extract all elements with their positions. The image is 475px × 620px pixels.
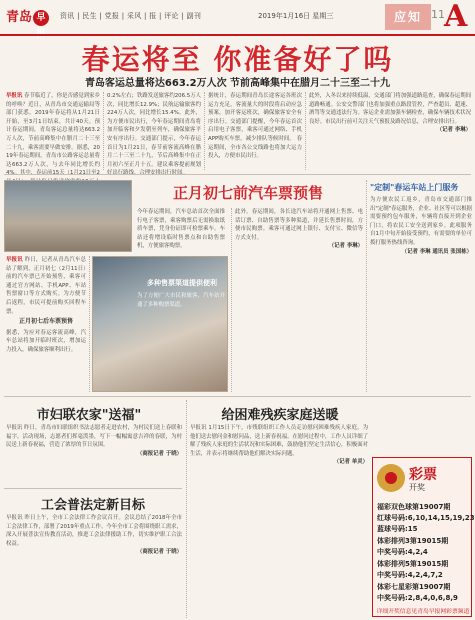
lottery-title: 彩票 bbox=[409, 467, 437, 483]
section-label: 应知 bbox=[385, 4, 431, 30]
masthead bbox=[0, 0, 475, 34]
section-rule bbox=[4, 488, 182, 489]
column-divider bbox=[366, 180, 367, 392]
column-divider bbox=[89, 256, 90, 392]
lottery-row: 体彩七星彩第19007期 bbox=[377, 583, 451, 591]
lottery-row: 福彩双色球第19007期 bbox=[377, 503, 451, 511]
women-federation-body: 早报讯 昨日，青岛市妇联组织书法志愿者走进农村，为村民们送上春联和福字。活动现场，志愿者们挥毫泼墨，写下一幅幅寓意吉祥的春联，为村民送上新春祝福，营造了浓厚的节日氛围。 bbox=[6, 425, 182, 449]
section-letter: A bbox=[444, 0, 468, 34]
lottery-subtitle: 开奖 bbox=[409, 483, 425, 492]
lottery-row: 蓝球号码:15 bbox=[377, 525, 418, 533]
side-column bbox=[370, 196, 472, 392]
lead-headline: 春运将至 你准备好了吗 bbox=[81, 43, 394, 76]
lottery-row: 红球号码:6,10,14,15,19,23 bbox=[377, 514, 475, 522]
union-headline: 工会普法定新目标 bbox=[40, 498, 145, 513]
newspaper-logo bbox=[6, 6, 56, 30]
women-federation-headline: 市妇联农家"送福" bbox=[36, 408, 142, 423]
lottery-ball-icon bbox=[377, 464, 405, 492]
lead-col1-text: 春节临近了，你是否感觉到家乡的呼唤？近日，从青岛市交通运输局等部门获悉，2019年春运将从1月21日开始，至3月1日结束，共计40天。预计春运期间，青岛客运总量将达663.2万人次，节前高峰集中在腊月二十三至二十九，乘客需要早做安排。据悉，2019年春运期间，青岛市公路客运总量将达663.2万人次，与去年同比增长约4%。其中，春运前15天（1月21日至2 bbox=[6, 93, 100, 177]
lead-credit: （记者 李琳） bbox=[436, 127, 471, 134]
women-federation-credit: （商报记者 于晓） bbox=[136, 450, 182, 457]
ticket-sub1: 正月初七后车票预售 bbox=[18, 318, 73, 326]
ticket-lead-tag: 早报讯 bbox=[6, 257, 23, 263]
union-text bbox=[6, 514, 182, 618]
side-text: 为方便农民工返乡，青岛市交通部门推出"定制"春运服务，企业、社区等可以根据需要预约包车服务，车辆将直接开到企业门口，将农民工安全送到家乡。此项服务自1月中旬开始接受预约，有需要的单位可拨打服务热线咨询。 bbox=[370, 197, 472, 246]
lead-tag: 早报讯 bbox=[6, 93, 23, 99]
waiting-hall-photo bbox=[92, 256, 228, 392]
ticket-col1-text: 昨日，记者从青岛汽车总站了解到，正月初七（2月11日）前的汽车票已开始预售，乘客可通过官方网站、手机APP、车站售票窗口等方式购买。为方便节后返程，市民可提前购买回程车票。 bbox=[6, 257, 86, 315]
column-divider bbox=[186, 400, 187, 618]
issue-date: 2019年1月16日 星期三 bbox=[258, 12, 334, 20]
ticket-column-1 bbox=[6, 256, 86, 392]
section-rule bbox=[4, 174, 471, 175]
lead-column-4 bbox=[309, 92, 471, 170]
lead-col4-text: 此外，入冬以来持续低温，交通部门将加强道路巡查，确保春运期间道路畅通。公安交警部门也将加强重点路段管控，严查超员、超速、酒驾等交通违法行为。客运企业需加强车辆检查，确保车辆技术状况良好。市民出行前可关注天气预报及路况信息，合理安排出行。 bbox=[309, 93, 471, 125]
section-rule bbox=[4, 396, 471, 397]
lead-subhead: 青岛客运总量将达663.2万人次 节前高峰集中在腊月二十三至二十九 bbox=[84, 78, 391, 89]
lottery-row: 中奖号码:4,2,4 bbox=[377, 548, 428, 556]
logo-text: 青岛 bbox=[6, 10, 33, 25]
lead-column-1 bbox=[6, 92, 100, 177]
lottery-row: 中奖号码:4,2,4,7,2 bbox=[377, 571, 443, 579]
column-divider bbox=[231, 208, 232, 392]
ticket-headline: 正月初七前汽车票预售 bbox=[172, 184, 323, 202]
ticket-sub1-text: 据悉，为应对春运客流高峰，汽车总站将加开临时班次，增加运力投入，确保旅客顺利出行。 bbox=[6, 329, 86, 353]
page-number: 11 bbox=[431, 8, 445, 21]
column-divider bbox=[103, 92, 104, 170]
union-credit: （商报记者 于晓） bbox=[136, 549, 182, 556]
side-headline: "定制"春运车站上门服务 bbox=[370, 183, 459, 192]
ticket-sub2-text: 为了方便广大市民和旅客，汽车站开通了多种购票渠道。 bbox=[137, 293, 225, 308]
logo-badge: 早 bbox=[33, 10, 49, 26]
lead-column-3 bbox=[208, 92, 302, 170]
disability-text bbox=[190, 424, 368, 618]
ticket-col3-text: 此外，春运期间，各长途汽车站将开通网上售票、电话订票、自助售票等多种渠道，并延长售票时间，方便市民购票。乘客可通过网上银行、支付宝、微信等方式支付。 bbox=[235, 209, 363, 241]
bus-station-photo bbox=[4, 180, 132, 252]
masthead-tags: 资讯 | 民生 | 党报 | 采风 | 报 | 评论 | 副刊 bbox=[60, 12, 202, 20]
lottery-header bbox=[373, 458, 473, 498]
ticket-credit: （记者 李琳） bbox=[328, 243, 363, 250]
lottery-row: 体彩排列3第19015期 bbox=[377, 537, 449, 545]
women-federation-text bbox=[6, 424, 182, 484]
disability-headline: 给困难残疾家庭送暖 bbox=[221, 408, 339, 423]
ticket-column-3 bbox=[235, 208, 363, 392]
lottery-row: 中奖号码:2,8,4,0,6,8,9 bbox=[377, 594, 458, 602]
lottery-row: 体彩排列5第19015期 bbox=[377, 560, 449, 568]
disability-body: 早报讯 1月15日下午，市残联组织工作人员走访慰问困难残疾人家庭，为他们送去慰问金和慰问品，送上新春祝福。在慰问过程中，工作人员详细了解了残疾人家庭的生活状况和实际困难，鼓励他们坚定生活信心，积极面对生活，并表示将继续帮助他们解决实际问题。 bbox=[190, 425, 368, 457]
lead-col3-text: 据统计，春运期间青岛长途客运各班次运力充足，客流量大的时段将启动应急预案，加开客运班次，确保旅客安全有序出行。交通部门提醒，今年春运首次启用电子客票，乘客可通过网络、手机APP购买车票，减少排队等候时间。 bbox=[208, 93, 302, 142]
column-divider bbox=[305, 92, 306, 170]
union-body: 早报讯 昨日上午，全市工会法律工作会议召开。会议总结了2018年全市工会法律工作，部署了2019年重点工作。今年全市工会将围绕职工需求，深入开展普法宣传教育活动，推进工会法律援助工作，切实维护职工合法权益。 bbox=[6, 515, 182, 547]
side-credit: （记者 李琳 通讯员 张国栋） bbox=[401, 248, 472, 255]
ticket-col2-text: 今年春运期间，汽车总站首次全面推行电子客票，乘客购票后无需换取纸质车票，凭身份证即可检票乘车。车站还将增设临时售票点和自助售票机，方便旅客购票。 bbox=[137, 209, 225, 250]
column-divider bbox=[204, 92, 205, 170]
lead-col2-text: 0.2%左右；铁路发送旅客约206.5万人次，同比增长12.9%；民航运输旅客约224万人次，同比增长15.4%。此外，为方便市民出行，今年春运期间青岛将加开临客和夕发朝至列车，确保旅客平安有序出行。交通部门提示，今年春运首日为1月21日，春节前客流高峰在腊月二十三至二十九，节后高峰集中在正月初六至正月十五。建议乘客提前规划好出行路线，合理安排出行时间。 bbox=[107, 93, 201, 177]
ticket-sub2: 多种售票渠道提供便利 bbox=[147, 279, 217, 287]
disability-credit: （记者 单灵） bbox=[333, 459, 368, 466]
masthead-rule bbox=[0, 34, 475, 36]
lead-col3-end: 春运期间，全市各公交线路也将加大运力投入，方便市民出行。 bbox=[208, 135, 302, 160]
lottery-footer: 详细开奖信息见青岛早报网彩票频道 bbox=[376, 609, 470, 615]
lead-column-2 bbox=[107, 92, 201, 177]
lottery-box bbox=[372, 457, 475, 617]
